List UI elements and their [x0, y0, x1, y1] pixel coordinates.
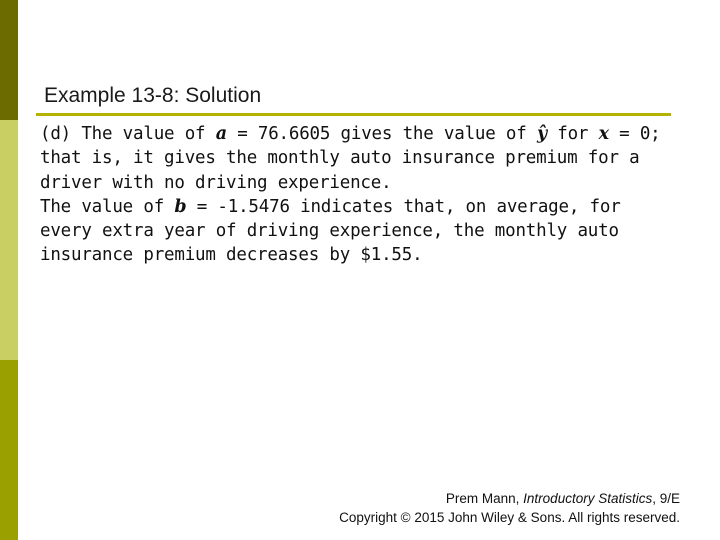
paragraph-intercept [40, 122, 680, 195]
footer-citation [339, 489, 680, 508]
title-divider [36, 113, 671, 116]
text-segment: = -1.5476 indicates that, on average, for every extra year of driving experience, the monthly auto insurance premium decreases by $1.55. [40, 196, 621, 266]
footer-edition: , 9/E [652, 491, 680, 506]
variable-a: a [215, 124, 227, 144]
footer-copyright: Copyright © 2015 John Wiley & Sons. All rights reserved. [339, 510, 680, 525]
text-segment: The value of [40, 196, 175, 217]
text-segment: = 0; that is, it gives the monthly auto insurance premium for a driver with no driving experience. [40, 124, 661, 193]
variable-x: x [598, 124, 609, 144]
left-accent-bar-top [0, 0, 18, 120]
text-segment: (d) The value of [40, 124, 216, 144]
paragraph-slope [40, 195, 680, 268]
footer-author: Prem Mann, [445, 491, 524, 506]
slide-title: Example 13-8: Solution [44, 84, 262, 107]
variable-b: b [174, 196, 187, 217]
copyright-footer [339, 489, 680, 527]
left-accent-bar-middle [0, 120, 18, 360]
footer-book-title: Introductory Statistics [523, 491, 653, 506]
variable-y-hat: ŷ [536, 124, 547, 144]
left-accent-bar-bottom [0, 360, 18, 540]
text-segment: for [546, 124, 599, 144]
slide-body [40, 122, 680, 268]
text-segment: = 76.6605 gives the value of [226, 124, 537, 144]
